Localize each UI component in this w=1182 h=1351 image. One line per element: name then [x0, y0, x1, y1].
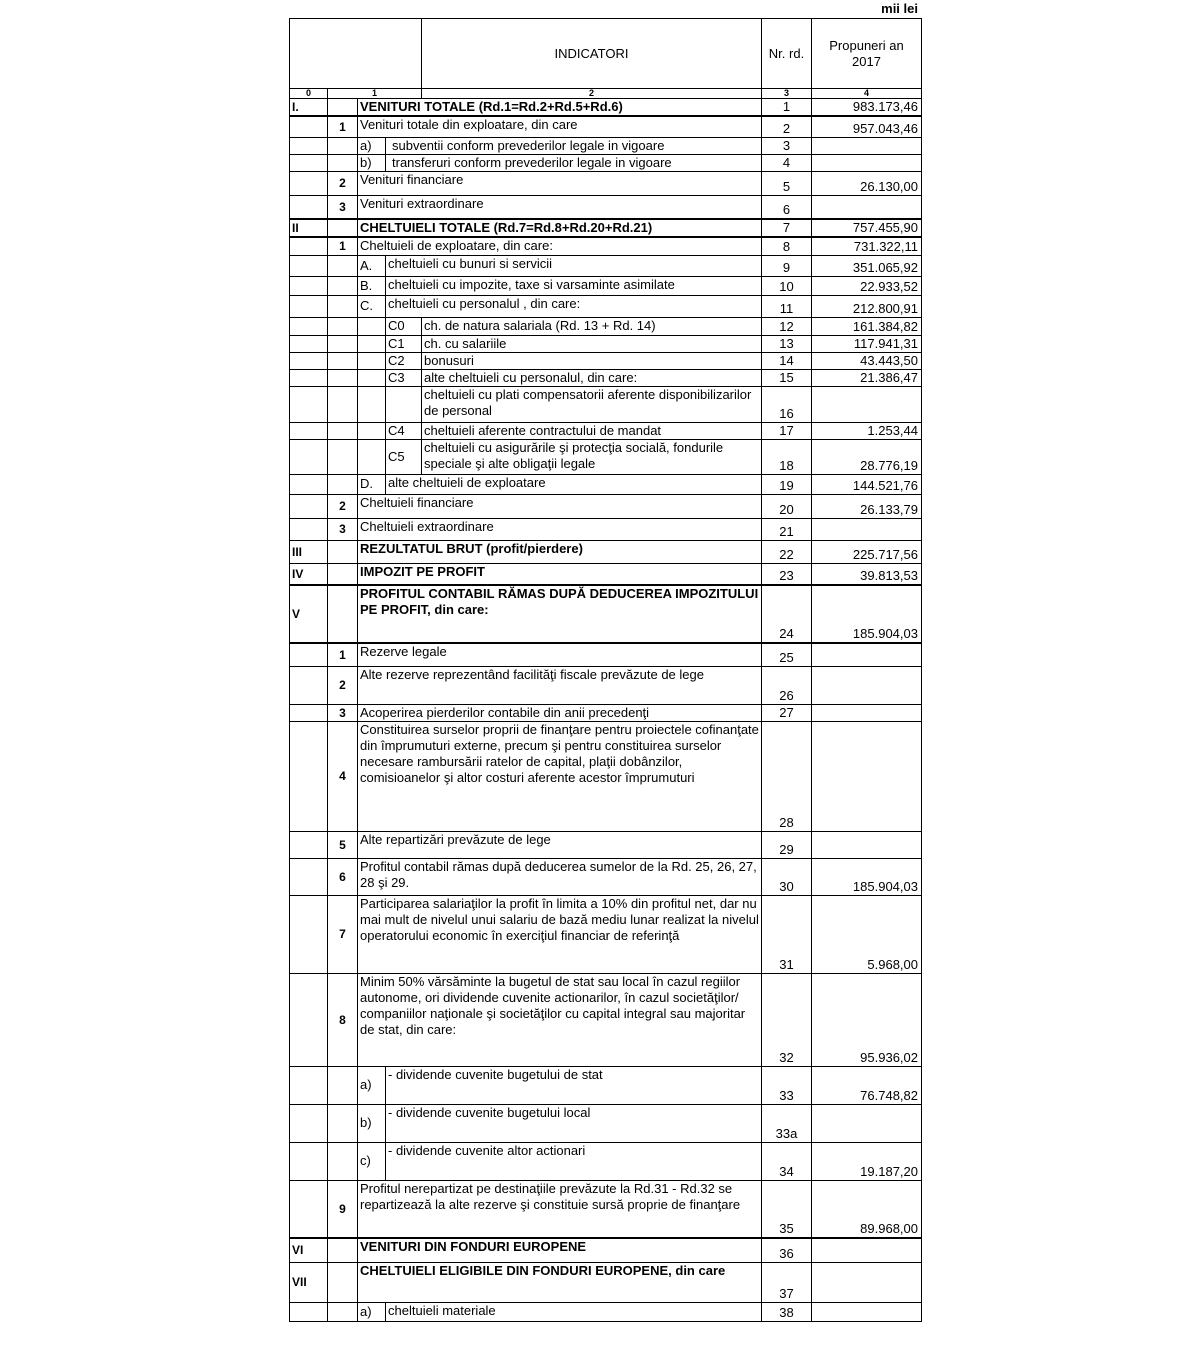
row-number: 37: [762, 1262, 812, 1302]
table-row: [290, 99, 922, 117]
item-number: 5: [328, 831, 358, 858]
table-row: [290, 831, 922, 858]
sub-letter: B.: [358, 276, 386, 295]
table-row: [290, 195, 922, 219]
sub-code: C0: [386, 317, 422, 335]
table-row: [290, 422, 922, 439]
proposal-value: [812, 666, 922, 704]
row-number: 14: [762, 352, 812, 369]
indicator-label: ch. de natura salariala (Rd. 13 + Rd. 14): [422, 317, 762, 335]
row-number: 22: [762, 540, 812, 563]
proposal-value: [812, 1302, 922, 1321]
sub-letter: b): [358, 1104, 386, 1142]
section-number: [290, 895, 328, 973]
row-number: 9: [762, 255, 812, 276]
row-number: 1: [762, 99, 812, 117]
table-row: [290, 494, 922, 518]
row-number: 18: [762, 439, 812, 474]
row-number: 15: [762, 369, 812, 386]
index-2: 2: [422, 89, 762, 99]
item-number: [328, 563, 358, 585]
table-row: [290, 721, 922, 831]
proposal-value: 957.043,46: [812, 116, 922, 137]
table-row: [290, 585, 922, 643]
section-number: [290, 1104, 328, 1142]
row-number: 16: [762, 386, 812, 422]
table-row: [290, 255, 922, 276]
item-number: 1: [328, 237, 358, 255]
row-number: 19: [762, 474, 812, 494]
section-number: [290, 831, 328, 858]
sub-code: C2: [386, 352, 422, 369]
indicator-label: Cheltuieli extraordinare: [358, 518, 762, 540]
section-number: [290, 171, 328, 195]
section-number: [290, 386, 328, 422]
proposal-value: 22.933,52: [812, 276, 922, 295]
item-number: 3: [328, 704, 358, 721]
section-number: [290, 518, 328, 540]
table-row: [290, 116, 922, 137]
table-row: [290, 171, 922, 195]
section-number: [290, 422, 328, 439]
proposal-value: 76.748,82: [812, 1066, 922, 1104]
indicator-label: Participarea salariaţilor la profit în limita a 10% din profitul net, dar nu mai mult de nivelul unui salariu de bază mediu lunar realizat la nivelul operatorului economic în exerciţiul financiar de referinţă: [358, 895, 762, 973]
item-number: [328, 540, 358, 563]
section-number: [290, 973, 328, 1066]
sub-letter: [358, 352, 386, 369]
table-row: [290, 386, 922, 422]
indicator-label: Alte rezerve reprezentând facilităţi fiscale prevăzute de lege: [358, 666, 762, 704]
row-number: 7: [762, 219, 812, 237]
proposal-value: 26.130,00: [812, 171, 922, 195]
indicator-label: Acoperirea pierderilor contabile din anii precedenţi: [358, 704, 762, 721]
proposal-value: 983.173,46: [812, 99, 922, 117]
table-row: [290, 335, 922, 352]
item-number: [328, 1142, 358, 1180]
item-number: [328, 317, 358, 335]
item-number: [328, 219, 358, 237]
item-number: 1: [328, 643, 358, 666]
row-number: 38: [762, 1302, 812, 1321]
row-number: 5: [762, 171, 812, 195]
section-number: IV: [290, 563, 328, 585]
section-number: [290, 295, 328, 317]
proposal-value: [812, 1104, 922, 1142]
section-number: [290, 643, 328, 666]
table-row: [290, 154, 922, 171]
indicator-label: Minim 50% vărsăminte la bugetul de stat sau local în cazul regiilor autonome, ori dividende cuvenite actionarilor, în cazul societăţilor/ companiilor naţionale şi societăţilor cu capital integral sau majoritar de stat, din care:: [358, 973, 762, 1066]
proposal-value: 5.968,00: [812, 895, 922, 973]
row-number: 21: [762, 518, 812, 540]
sub-letter: [358, 439, 386, 474]
row-number: 35: [762, 1180, 812, 1238]
item-number: [328, 386, 358, 422]
item-number: 6: [328, 858, 358, 895]
section-number: [290, 439, 328, 474]
section-number: V: [290, 585, 328, 643]
row-number: 2: [762, 116, 812, 137]
indicator-label: Venituri financiare: [358, 171, 762, 195]
proposal-value: [812, 704, 922, 721]
item-number: [328, 154, 358, 171]
indicator-label: Venituri totale din exploatare, din care: [358, 116, 762, 137]
section-number: [290, 352, 328, 369]
section-number: [290, 237, 328, 255]
section-number: [290, 721, 328, 831]
indicator-label: - dividende cuvenite bugetului local: [386, 1104, 762, 1142]
table-row: [290, 1238, 922, 1262]
header-propuneri: Propuneri an 2017: [812, 19, 922, 89]
row-number: 6: [762, 195, 812, 219]
indicator-label: cheltuieli cu bunuri si servicii: [386, 255, 762, 276]
proposal-value: [812, 721, 922, 831]
indicator-label: ch. cu salariile: [422, 335, 762, 352]
row-number: 3: [762, 137, 812, 154]
proposal-value: [812, 831, 922, 858]
proposal-value: 144.521,76: [812, 474, 922, 494]
proposal-value: 19.187,20: [812, 1142, 922, 1180]
proposal-value: 28.776,19: [812, 439, 922, 474]
item-number: [328, 369, 358, 386]
indicator-label: cheltuieli cu plati compensatorii aferente disponibilizarilor de personal: [422, 386, 762, 422]
budget-table: [289, 18, 922, 1322]
row-number: 32: [762, 973, 812, 1066]
section-number: [290, 369, 328, 386]
indicator-label: cheltuieli materiale: [386, 1302, 762, 1321]
section-number: [290, 1142, 328, 1180]
indicator-label: VENITURI TOTALE (Rd.1=Rd.2+Rd.5+Rd.6): [358, 99, 762, 117]
indicator-label: transferuri conform prevederilor legale in vigoare: [386, 154, 762, 171]
item-number: [328, 1238, 358, 1262]
sub-code: C4: [386, 422, 422, 439]
sub-letter: C.: [358, 295, 386, 317]
section-number: [290, 494, 328, 518]
proposal-value: 43.443,50: [812, 352, 922, 369]
table-row: [290, 439, 922, 474]
item-number: 3: [328, 518, 358, 540]
index-0: 0: [290, 89, 328, 99]
table-row: [290, 317, 922, 335]
indicator-label: bonusuri: [422, 352, 762, 369]
section-number: [290, 154, 328, 171]
row-number: 28: [762, 721, 812, 831]
indicator-label: cheltuieli cu personalul , din care:: [386, 295, 762, 317]
indicator-label: - dividende cuvenite altor actionari: [386, 1142, 762, 1180]
table-row: [290, 237, 922, 255]
row-number: 31: [762, 895, 812, 973]
item-number: [328, 585, 358, 643]
unit-label: mii lei: [881, 1, 918, 16]
indicator-label: alte cheltuieli de exploatare: [386, 474, 762, 494]
item-number: [328, 1104, 358, 1142]
table-row: [290, 895, 922, 973]
sub-letter: [358, 386, 386, 422]
proposal-value: [812, 386, 922, 422]
sub-letter: a): [358, 137, 386, 154]
indicator-label: Profitul contabil rămas după deducerea sumelor de la Rd. 25, 26, 27, 28 şi 29.: [358, 858, 762, 895]
item-number: [328, 1262, 358, 1302]
section-number: [290, 1066, 328, 1104]
sub-letter: A.: [358, 255, 386, 276]
proposal-value: 212.800,91: [812, 295, 922, 317]
section-number: VI: [290, 1238, 328, 1262]
sub-letter: [358, 317, 386, 335]
section-number: [290, 195, 328, 219]
sub-letter: a): [358, 1302, 386, 1321]
item-number: 7: [328, 895, 358, 973]
row-number: 33: [762, 1066, 812, 1104]
item-number: [328, 295, 358, 317]
table-row: [290, 858, 922, 895]
index-1: 1: [328, 89, 422, 99]
index-row: [290, 89, 922, 99]
proposal-value: [812, 643, 922, 666]
sub-letter: a): [358, 1066, 386, 1104]
section-number: [290, 1302, 328, 1321]
sub-letter: c): [358, 1142, 386, 1180]
proposal-value: 26.133,79: [812, 494, 922, 518]
indicator-label: subventii conform prevederilor legale in vigoare: [386, 137, 762, 154]
indicator-label: IMPOZIT PE PROFIT: [358, 563, 762, 585]
proposal-value: 1.253,44: [812, 422, 922, 439]
table-row: [290, 219, 922, 237]
table-row: [290, 666, 922, 704]
section-number: [290, 474, 328, 494]
section-number: [290, 317, 328, 335]
item-number: 9: [328, 1180, 358, 1238]
row-number: 12: [762, 317, 812, 335]
proposal-value: [812, 1238, 922, 1262]
section-number: II: [290, 219, 328, 237]
indicator-label: REZULTATUL BRUT (profit/pierdere): [358, 540, 762, 563]
item-number: 2: [328, 171, 358, 195]
indicator-label: Venituri extraordinare: [358, 195, 762, 219]
table-row: [290, 1302, 922, 1321]
sub-letter: [358, 369, 386, 386]
header-indicatori: INDICATORI: [422, 19, 762, 89]
row-number: 11: [762, 295, 812, 317]
indicator-label: cheltuieli cu asigurările şi protecţia socială, fondurile speciale şi alte obligaţii legale: [422, 439, 762, 474]
row-number: 26: [762, 666, 812, 704]
section-number: [290, 116, 328, 137]
row-number: 33a: [762, 1104, 812, 1142]
indicator-label: CHELTUIELI TOTALE (Rd.7=Rd.8+Rd.20+Rd.21): [358, 219, 762, 237]
row-number: 36: [762, 1238, 812, 1262]
proposal-value: 39.813,53: [812, 563, 922, 585]
row-number: 8: [762, 237, 812, 255]
table-row: [290, 276, 922, 295]
item-number: 2: [328, 666, 358, 704]
sub-code: [386, 386, 422, 422]
proposal-value: 95.936,02: [812, 973, 922, 1066]
indicator-label: PROFITUL CONTABIL RĂMAS DUPĂ DEDUCEREA IMPOZITULUI PE PROFIT, din care:: [358, 585, 762, 643]
section-number: [290, 255, 328, 276]
proposal-value: 21.386,47: [812, 369, 922, 386]
indicator-label: Rezerve legale: [358, 643, 762, 666]
proposal-value: [812, 1262, 922, 1302]
proposal-value: 89.968,00: [812, 1180, 922, 1238]
indicator-label: alte cheltuieli cu personalul, din care:: [422, 369, 762, 386]
table-row: [290, 563, 922, 585]
table-row: [290, 1066, 922, 1104]
proposal-value: [812, 518, 922, 540]
item-number: [328, 99, 358, 117]
indicator-label: cheltuieli aferente contractului de mandat: [422, 422, 762, 439]
item-number: [328, 474, 358, 494]
header-nr: Nr. rd.: [762, 19, 812, 89]
section-number: [290, 276, 328, 295]
row-number: 4: [762, 154, 812, 171]
indicator-label: Alte repartizări prevăzute de lege: [358, 831, 762, 858]
section-number: III: [290, 540, 328, 563]
section-number: I.: [290, 99, 328, 117]
table-row: [290, 474, 922, 494]
indicator-label: Cheltuieli de exploatare, din care:: [358, 237, 762, 255]
item-number: [328, 422, 358, 439]
row-number: 24: [762, 585, 812, 643]
table-row: [290, 704, 922, 721]
row-number: 34: [762, 1142, 812, 1180]
sub-letter: b): [358, 154, 386, 171]
table-row: [290, 1142, 922, 1180]
sub-letter: [358, 335, 386, 352]
table-row: [290, 1262, 922, 1302]
row-number: 23: [762, 563, 812, 585]
proposal-value: 351.065,92: [812, 255, 922, 276]
section-number: [290, 137, 328, 154]
item-number: [328, 1066, 358, 1104]
proposal-value: 185.904,03: [812, 858, 922, 895]
table-row: [290, 518, 922, 540]
item-number: [328, 439, 358, 474]
item-number: [328, 255, 358, 276]
proposal-value: 185.904,03: [812, 585, 922, 643]
item-number: [328, 335, 358, 352]
table-row: [290, 973, 922, 1066]
indicator-label: cheltuieli cu impozite, taxe si varsaminte asimilate: [386, 276, 762, 295]
table-row: [290, 352, 922, 369]
proposal-value: 731.322,11: [812, 237, 922, 255]
indicator-label: Profitul nerepartizat pe destinaţiile prevăzute la Rd.31 - Rd.32 se repartizează la alte rezerve şi constituie sursă proprie de finanţare: [358, 1180, 762, 1238]
row-number: 30: [762, 858, 812, 895]
index-3: 3: [762, 89, 812, 99]
header-row: [290, 19, 922, 89]
sub-letter: [358, 422, 386, 439]
section-number: [290, 335, 328, 352]
row-number: 17: [762, 422, 812, 439]
item-number: [328, 276, 358, 295]
item-number: 2: [328, 494, 358, 518]
table-row: [290, 369, 922, 386]
sub-code: C5: [386, 439, 422, 474]
item-number: 3: [328, 195, 358, 219]
proposal-value: [812, 154, 922, 171]
table-row: [290, 540, 922, 563]
item-number: [328, 1302, 358, 1321]
row-number: 29: [762, 831, 812, 858]
section-number: VII: [290, 1262, 328, 1302]
index-4: 4: [812, 89, 922, 99]
row-number: 13: [762, 335, 812, 352]
indicator-label: Constituirea surselor proprii de finanţare pentru proiectele cofinanţate din împrumuturi externe, precum şi pentru constituirea surselor necesare rambursării ratelor de capital, plaţii dobânzilor, comisioanelor şi altor costuri aferente acestor împrumuturi: [358, 721, 762, 831]
proposal-value: 161.384,82: [812, 317, 922, 335]
section-number: [290, 704, 328, 721]
sub-code: C1: [386, 335, 422, 352]
item-number: 4: [328, 721, 358, 831]
proposal-value: 757.455,90: [812, 219, 922, 237]
indicator-label: VENITURI DIN FONDURI EUROPENE: [358, 1238, 762, 1262]
proposal-value: 117.941,31: [812, 335, 922, 352]
table-row: [290, 137, 922, 154]
item-number: [328, 352, 358, 369]
table-row: [290, 1104, 922, 1142]
section-number: [290, 1180, 328, 1238]
table-row: [290, 1180, 922, 1238]
section-number: [290, 858, 328, 895]
indicator-label: CHELTUIELI ELIGIBILE DIN FONDURI EUROPENE, din care: [358, 1262, 762, 1302]
item-number: 1: [328, 116, 358, 137]
item-number: 8: [328, 973, 358, 1066]
row-number: 10: [762, 276, 812, 295]
table-row: [290, 295, 922, 317]
indicator-label: Cheltuieli financiare: [358, 494, 762, 518]
sub-letter: D.: [358, 474, 386, 494]
proposal-value: [812, 137, 922, 154]
section-number: [290, 666, 328, 704]
proposal-value: 225.717,56: [812, 540, 922, 563]
sub-code: C3: [386, 369, 422, 386]
proposal-value: [812, 195, 922, 219]
row-number: 27: [762, 704, 812, 721]
indicator-label: - dividende cuvenite bugetului de stat: [386, 1066, 762, 1104]
row-number: 25: [762, 643, 812, 666]
item-number: [328, 137, 358, 154]
row-number: 20: [762, 494, 812, 518]
table-row: [290, 643, 922, 666]
